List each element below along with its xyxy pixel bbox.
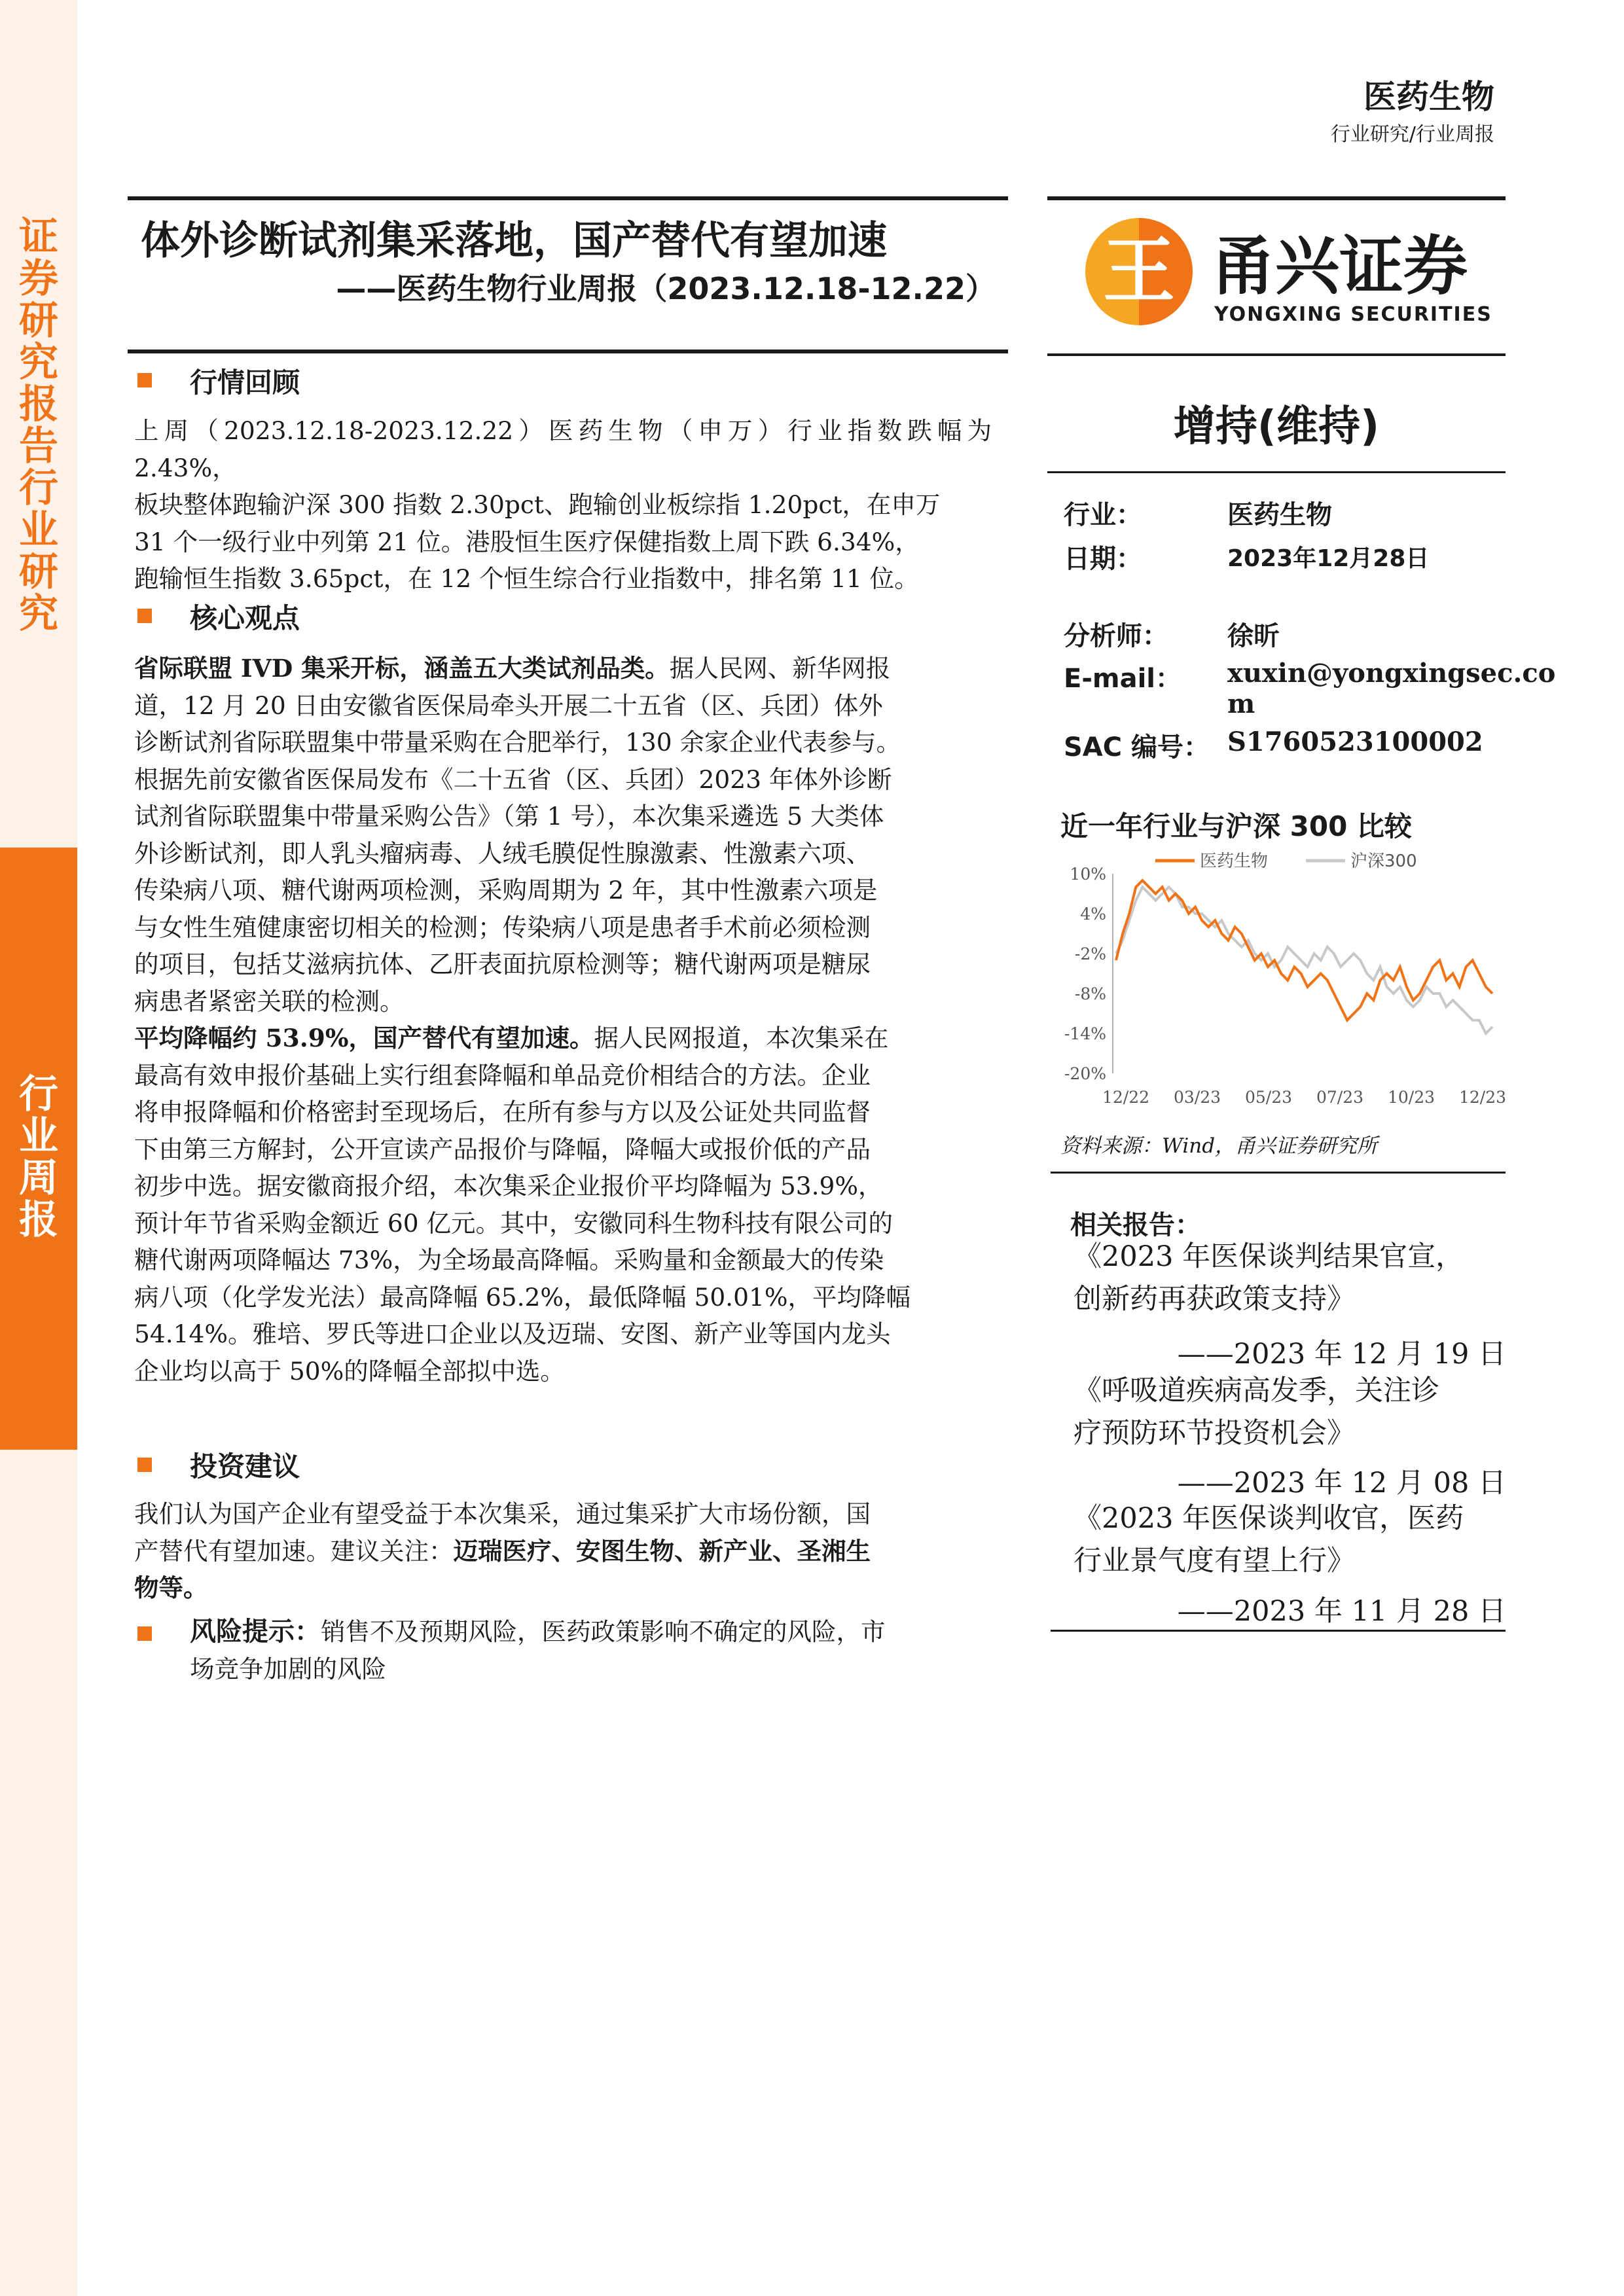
right-column-rule bbox=[1047, 471, 1506, 473]
band-label-middle bbox=[0, 1073, 77, 1241]
text-line: 道，12 月 20 日由安徽省医保局牵头开展二十五省（区、兵团）体外 bbox=[134, 691, 883, 720]
text-line: 诊断试剂省际联盟集中带量采购在合肥举行，130 余家企业代表参与。 bbox=[134, 728, 901, 757]
text-line bbox=[134, 650, 992, 687]
text-line: 企业均以高于 50%的降幅全部拟中选。 bbox=[134, 1356, 565, 1386]
text-line: 上周（2023.12.18-2023.12.22）医药生物（申万）行业指数跌幅为 2.43%， bbox=[134, 416, 992, 482]
section-heading-core: 核心观点 bbox=[190, 602, 300, 634]
text-line: 根据先前安徽省医保局发布《二十五省（区、兵团）2023 年体外诊断 bbox=[134, 764, 892, 794]
text-line: 传染病八项、糖代谢两项检测，采购周期为 2 年，其中性激素六项是 bbox=[134, 876, 878, 905]
x-tick-label: 12/23 bbox=[1458, 1088, 1506, 1107]
logo-mark-icon bbox=[1077, 216, 1496, 327]
related-report-title[interactable]: 《2023 年医保谈判收官，医药 bbox=[1074, 1502, 1464, 1535]
advice-highlight: 迈瑞医疗、安图生物、新产业、圣湘生 bbox=[453, 1536, 871, 1566]
chart-source: 资料来源：Wind，甬兴证券研究所 bbox=[1060, 1134, 1378, 1158]
section-bullet bbox=[137, 609, 152, 623]
email-label: E-mail： bbox=[1064, 664, 1182, 694]
related-report-date: ——2023 年 11 月 28 日 bbox=[1177, 1595, 1506, 1628]
y-tick-label: -14% bbox=[1064, 1024, 1106, 1043]
section-bullet bbox=[137, 1458, 152, 1472]
comparison-chart bbox=[1051, 844, 1506, 1119]
advice-paragraph bbox=[134, 1496, 992, 1607]
industry-value: 医药生物 bbox=[1227, 500, 1332, 530]
text-line: 54.14%。雅培、罗氏等进口企业以及迈瑞、安图、新产业等国内龙头 bbox=[134, 1319, 891, 1348]
y-tick-label: -20% bbox=[1064, 1064, 1106, 1083]
text-line: 初步中选。据安徽商报介绍，本次集采企业报价平均降幅为 53.9%， bbox=[134, 1172, 883, 1200]
right-column-rule bbox=[1047, 353, 1506, 356]
series-line-sector bbox=[1116, 880, 1492, 1020]
text-line: 病八项（化学发光法）最高降幅 65.2%，最低降幅 50.01%，平均降幅 bbox=[134, 1282, 911, 1312]
y-tick-label: 10% bbox=[1070, 865, 1106, 884]
text-line: 试剂省际联盟集中带量采购公告》（第 1 号），本次集采遴选 5 大类体 bbox=[134, 802, 884, 831]
y-tick-label: -8% bbox=[1074, 984, 1106, 1003]
band-text-middle: 行业周报 bbox=[19, 1071, 58, 1243]
text-line: 预计年节省采购金额近 60 亿元。其中，安徽同科生物科技有限公司的 bbox=[134, 1208, 893, 1238]
core-paragraph-2 bbox=[134, 1020, 992, 1390]
review-paragraph bbox=[134, 412, 992, 598]
x-tick-label: 05/23 bbox=[1244, 1088, 1293, 1107]
legend-label: 医药生物 bbox=[1200, 852, 1269, 871]
email-value[interactable] bbox=[1227, 658, 1555, 719]
text-line bbox=[190, 1613, 992, 1651]
risk-paragraph bbox=[190, 1613, 992, 1687]
title-rule-top bbox=[128, 196, 1008, 200]
email-line-1: xuxin@yongxingsec.co bbox=[1227, 658, 1556, 689]
header-report-type: 行业研究/行业周报 bbox=[1330, 123, 1494, 146]
risk-label: 风险提示： bbox=[190, 1617, 321, 1647]
section-heading-review: 行情回顾 bbox=[190, 367, 300, 399]
text-span: 销售不及预期风险，医药政策影响不确定的风险，市 bbox=[321, 1617, 886, 1646]
text-line: 的项目，包括艾滋病抗体、乙肝表面抗原检测等；糖代谢两项是糖尿 bbox=[134, 950, 871, 978]
x-tick-label: 10/23 bbox=[1387, 1088, 1435, 1107]
related-report-title[interactable]: 《2023 年医保谈判结果官宣， bbox=[1074, 1240, 1464, 1273]
text-line: 下由第三方解封，公开宣读产品报价与降幅，降幅大或报价低的产品 bbox=[134, 1134, 871, 1164]
y-tick-label: -2% bbox=[1074, 944, 1106, 963]
core-highlight-1: 省际联盟 IVD 集采开标，涵盖五大类试剂品类。 bbox=[134, 654, 670, 683]
related-report-title[interactable]: 《呼吸道疾病高发季，关注诊 bbox=[1074, 1374, 1439, 1407]
text-line: 跑输恒生指数 3.65pct，在 12 个恒生综合行业指数中，排名第 11 位。 bbox=[134, 564, 919, 593]
page-title: 体外诊断试剂集采落地，国产替代有望加速 bbox=[141, 218, 887, 264]
text-line: 31 个一级行业中列第 21 位。港股恒生医疗保健指数上周下跌 6.34%， bbox=[134, 527, 920, 556]
analyst-value: 徐昕 bbox=[1227, 620, 1280, 651]
date-value: 2023年12月28日 bbox=[1227, 545, 1430, 572]
sac-label: SAC 编号： bbox=[1064, 732, 1210, 762]
text-line: 病患者紧密关联的检测。 bbox=[134, 986, 405, 1016]
related-report-title[interactable]: 行业景气度有望上行》 bbox=[1074, 1545, 1355, 1577]
advice-highlight: 物等。 bbox=[134, 1573, 208, 1602]
section-heading-advice: 投资建议 bbox=[190, 1450, 300, 1482]
text-line: 场竞争加剧的风险 bbox=[190, 1654, 386, 1683]
y-tick-label: 4% bbox=[1080, 905, 1106, 924]
legend-label: 沪深300 bbox=[1350, 852, 1417, 871]
text-line: 我们认为国产企业有望受益于本次集采，通过集采扩大市场份额，国 bbox=[134, 1499, 871, 1528]
text-line: 将申报降幅和价格密封至现场后，在所有参与方以及公证处共同监督 bbox=[134, 1098, 871, 1126]
text-line: 板块整体跑输沪深 300 指数 2.30pct、跑输创业板综指 1.20pct，在申万 bbox=[134, 490, 941, 519]
chart-title: 近一年行业与沪深 300 比较 bbox=[1060, 810, 1412, 842]
section-bullet bbox=[137, 1626, 152, 1641]
band-text-top: 证券研究报告 行业研究 bbox=[19, 214, 58, 637]
svg-text:王: 王 bbox=[1103, 229, 1175, 313]
related-report-date: ——2023 年 12 月 08 日 bbox=[1177, 1467, 1506, 1499]
related-report-title[interactable]: 疗预防环节投资机会》 bbox=[1074, 1417, 1355, 1450]
email-line-2: m bbox=[1227, 689, 1255, 719]
text-line bbox=[134, 1570, 992, 1607]
text-line bbox=[134, 1020, 992, 1057]
text-line: 最高有效申报价基础上实行组套降幅和单品竞价相结合的方法。企业 bbox=[134, 1060, 871, 1090]
related-reports-title: 相关报告： bbox=[1070, 1210, 1201, 1240]
text-span: 产替代有望加速。建议关注： bbox=[134, 1536, 454, 1566]
text-span: 据人民网、新华网报 bbox=[669, 654, 891, 683]
logo-english: YONGXING SECURITIES bbox=[1214, 303, 1492, 326]
x-tick-label: 03/23 bbox=[1173, 1088, 1221, 1107]
x-tick-label: 07/23 bbox=[1316, 1088, 1364, 1107]
text-line bbox=[134, 1533, 992, 1570]
right-column-rule bbox=[1051, 1172, 1506, 1174]
band-label-top bbox=[0, 216, 77, 635]
right-column-rule bbox=[1047, 196, 1506, 200]
chart-svg bbox=[1051, 844, 1506, 1119]
company-logo bbox=[1077, 216, 1496, 327]
series-line-index bbox=[1116, 887, 1492, 1033]
related-report-date: ——2023 年 12 月 19 日 bbox=[1177, 1338, 1506, 1371]
rating: 增持(维持) bbox=[1173, 403, 1380, 451]
page-subtitle: ——医药生物行业周报（2023.12.18-12.22） bbox=[336, 271, 996, 306]
right-column-rule bbox=[1051, 1630, 1506, 1632]
logo-text: 甬兴证券 bbox=[1211, 229, 1468, 304]
sac-value: S1760523100002 bbox=[1227, 726, 1483, 757]
industry-label: 行业： bbox=[1064, 500, 1142, 530]
header-sector: 医药生物 bbox=[1363, 78, 1494, 116]
title-rule-bottom bbox=[128, 350, 1008, 353]
core-highlight-2: 平均降幅约 53.9%，国产替代有望加速。 bbox=[134, 1024, 594, 1052]
core-paragraph-1 bbox=[134, 650, 992, 1020]
related-report-title[interactable]: 创新药再获政策支持》 bbox=[1074, 1283, 1355, 1316]
text-line: 外诊断试剂，即人乳头瘤病毒、人绒毛膜促性腺激素、性激素六项、 bbox=[134, 838, 871, 868]
date-label: 日期： bbox=[1064, 544, 1142, 574]
text-line: 糖代谢两项降幅达 73%，为全场最高降幅。采购量和金额最大的传染 bbox=[134, 1246, 884, 1274]
text-span: 据人民网报道，本次集采在 bbox=[594, 1024, 889, 1052]
section-bullet bbox=[137, 373, 152, 387]
text-line: 与女性生殖健康密切相关的检测；传染病八项是患者手术前必须检测 bbox=[134, 912, 871, 942]
x-tick-label: 12/22 bbox=[1102, 1088, 1150, 1107]
analyst-label: 分析师： bbox=[1064, 621, 1168, 651]
